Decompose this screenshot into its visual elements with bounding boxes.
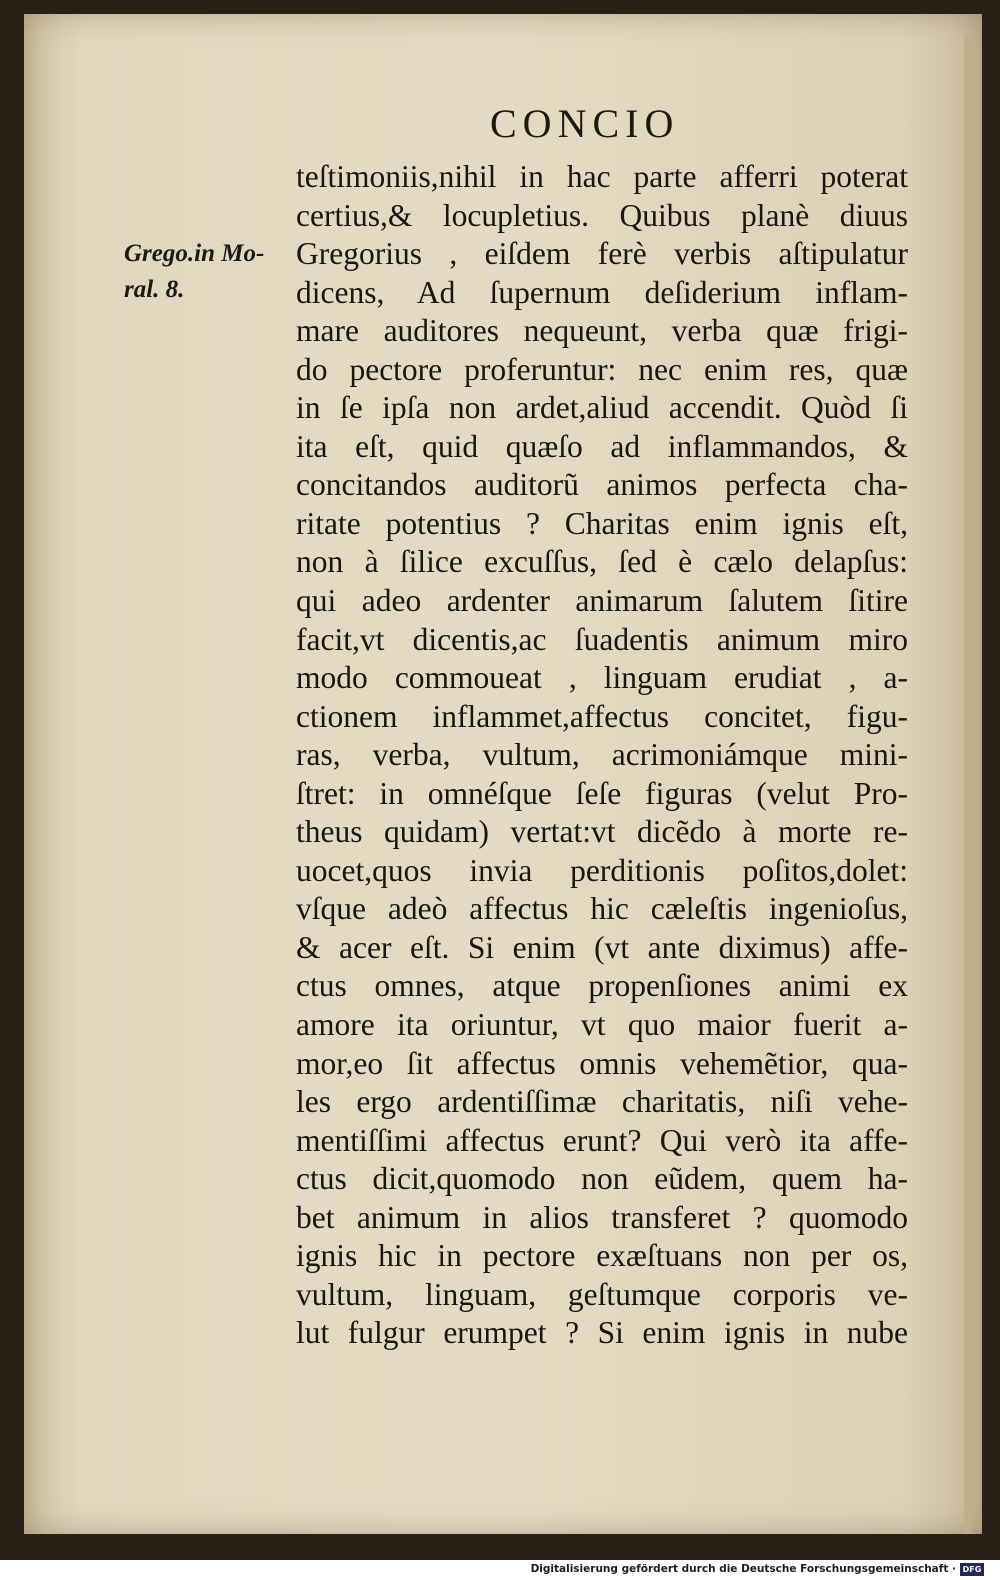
- margin-note: [124, 236, 294, 308]
- text-line: amore ita oriuntur, vt quo maior fuerit a-: [296, 1007, 908, 1043]
- text-line: & acer eſt. Si enim (vt ante diximus) affe-: [296, 929, 908, 965]
- dfg-logo: DFG: [960, 1563, 984, 1576]
- text-line: modo commoueat , linguam erudiat , a-: [296, 660, 908, 696]
- text-line: vultum, linguam, geſtumque corporis ve-: [296, 1276, 908, 1312]
- running-header: CONCIO: [490, 101, 680, 146]
- text-line: concitandos auditorũ animos perfecta cha-: [296, 467, 908, 503]
- text-line: non à ſilice excuſſus, ſed è cælo delapſus:: [296, 544, 908, 580]
- text-line: ctus omnes, atque propenſiones animi ex: [296, 968, 908, 1004]
- text-line: vſque adeò affectus hic cæleſtis ingenioſus,: [296, 891, 908, 927]
- text-line: teſtimoniis,nihil in hac parte afferri poterat: [296, 159, 908, 194]
- text-line: dicens, Ad ſupernum deſiderium inflam-: [296, 274, 908, 310]
- text-line: ritate potentius ? Charitas enim ignis eſt,: [296, 505, 908, 541]
- text-line: ita eſt, quid quæſo ad inflammandos, &: [296, 428, 908, 464]
- text-line: ſtret: in omnéſque ſeſe figuras (velut Pro-: [296, 775, 908, 811]
- text-line: mentiſſimi affectus erunt? Qui verò ita affe-: [296, 1122, 908, 1158]
- body-text: [296, 158, 908, 1353]
- text-line: facit,vt dicentis,ac ſuadentis animum miro: [296, 621, 908, 657]
- text-line: ctionem inflammet,affectus concitet, figu-: [296, 698, 908, 734]
- funding-notice: Digitalisierung gefördert durch die Deutsche Forschungsgemeinschaft ·: [530, 1563, 956, 1575]
- footer-bar: [0, 1560, 1000, 1580]
- text-line: certius,& locupletius. Quibus planè diuus: [296, 197, 908, 233]
- text-line: ras, verba, vultum, acrimoniámque mini-: [296, 737, 908, 773]
- margin-note-line: ral. 8.: [124, 276, 185, 303]
- text-line: qui adeo ardenter animarum ſalutem ſitire: [296, 583, 908, 619]
- text-line: bet animum in alios transferet ? quomodo: [296, 1199, 908, 1235]
- text-line: uocet,quos invia perditionis poſitos,dolet:: [296, 852, 908, 888]
- text-line: Gregorius , eiſdem ferè verbis aſtipulatur: [296, 236, 908, 272]
- text-line: do pectore proferuntur: nec enim res, quæ: [296, 351, 908, 387]
- margin-note-line: Grego.in Mo-: [124, 240, 265, 267]
- text-line: ignis hic in pectore exæſtuans non per os,: [296, 1238, 908, 1274]
- text-line: lut fulgur erumpet ? Si enim ignis in nube: [296, 1315, 908, 1351]
- page-edge: [964, 34, 972, 1534]
- text-line: les ergo ardentiſſimæ charitatis, niſi vehe-: [296, 1084, 908, 1120]
- text-line: in ſe ipſa non ardet,aliud accendit. Quòd ſi: [296, 390, 908, 426]
- text-line: mor,eo ſit affectus omnis vehemẽtior, qua-: [296, 1045, 908, 1081]
- text-line: theus quidam) vertat:vt dicẽdo à morte re-: [296, 814, 908, 850]
- text-line: mare auditores nequeunt, verba quæ frigi-: [296, 313, 908, 349]
- text-line: ctus dicit,quomodo non eũdem, quem ha-: [296, 1161, 908, 1197]
